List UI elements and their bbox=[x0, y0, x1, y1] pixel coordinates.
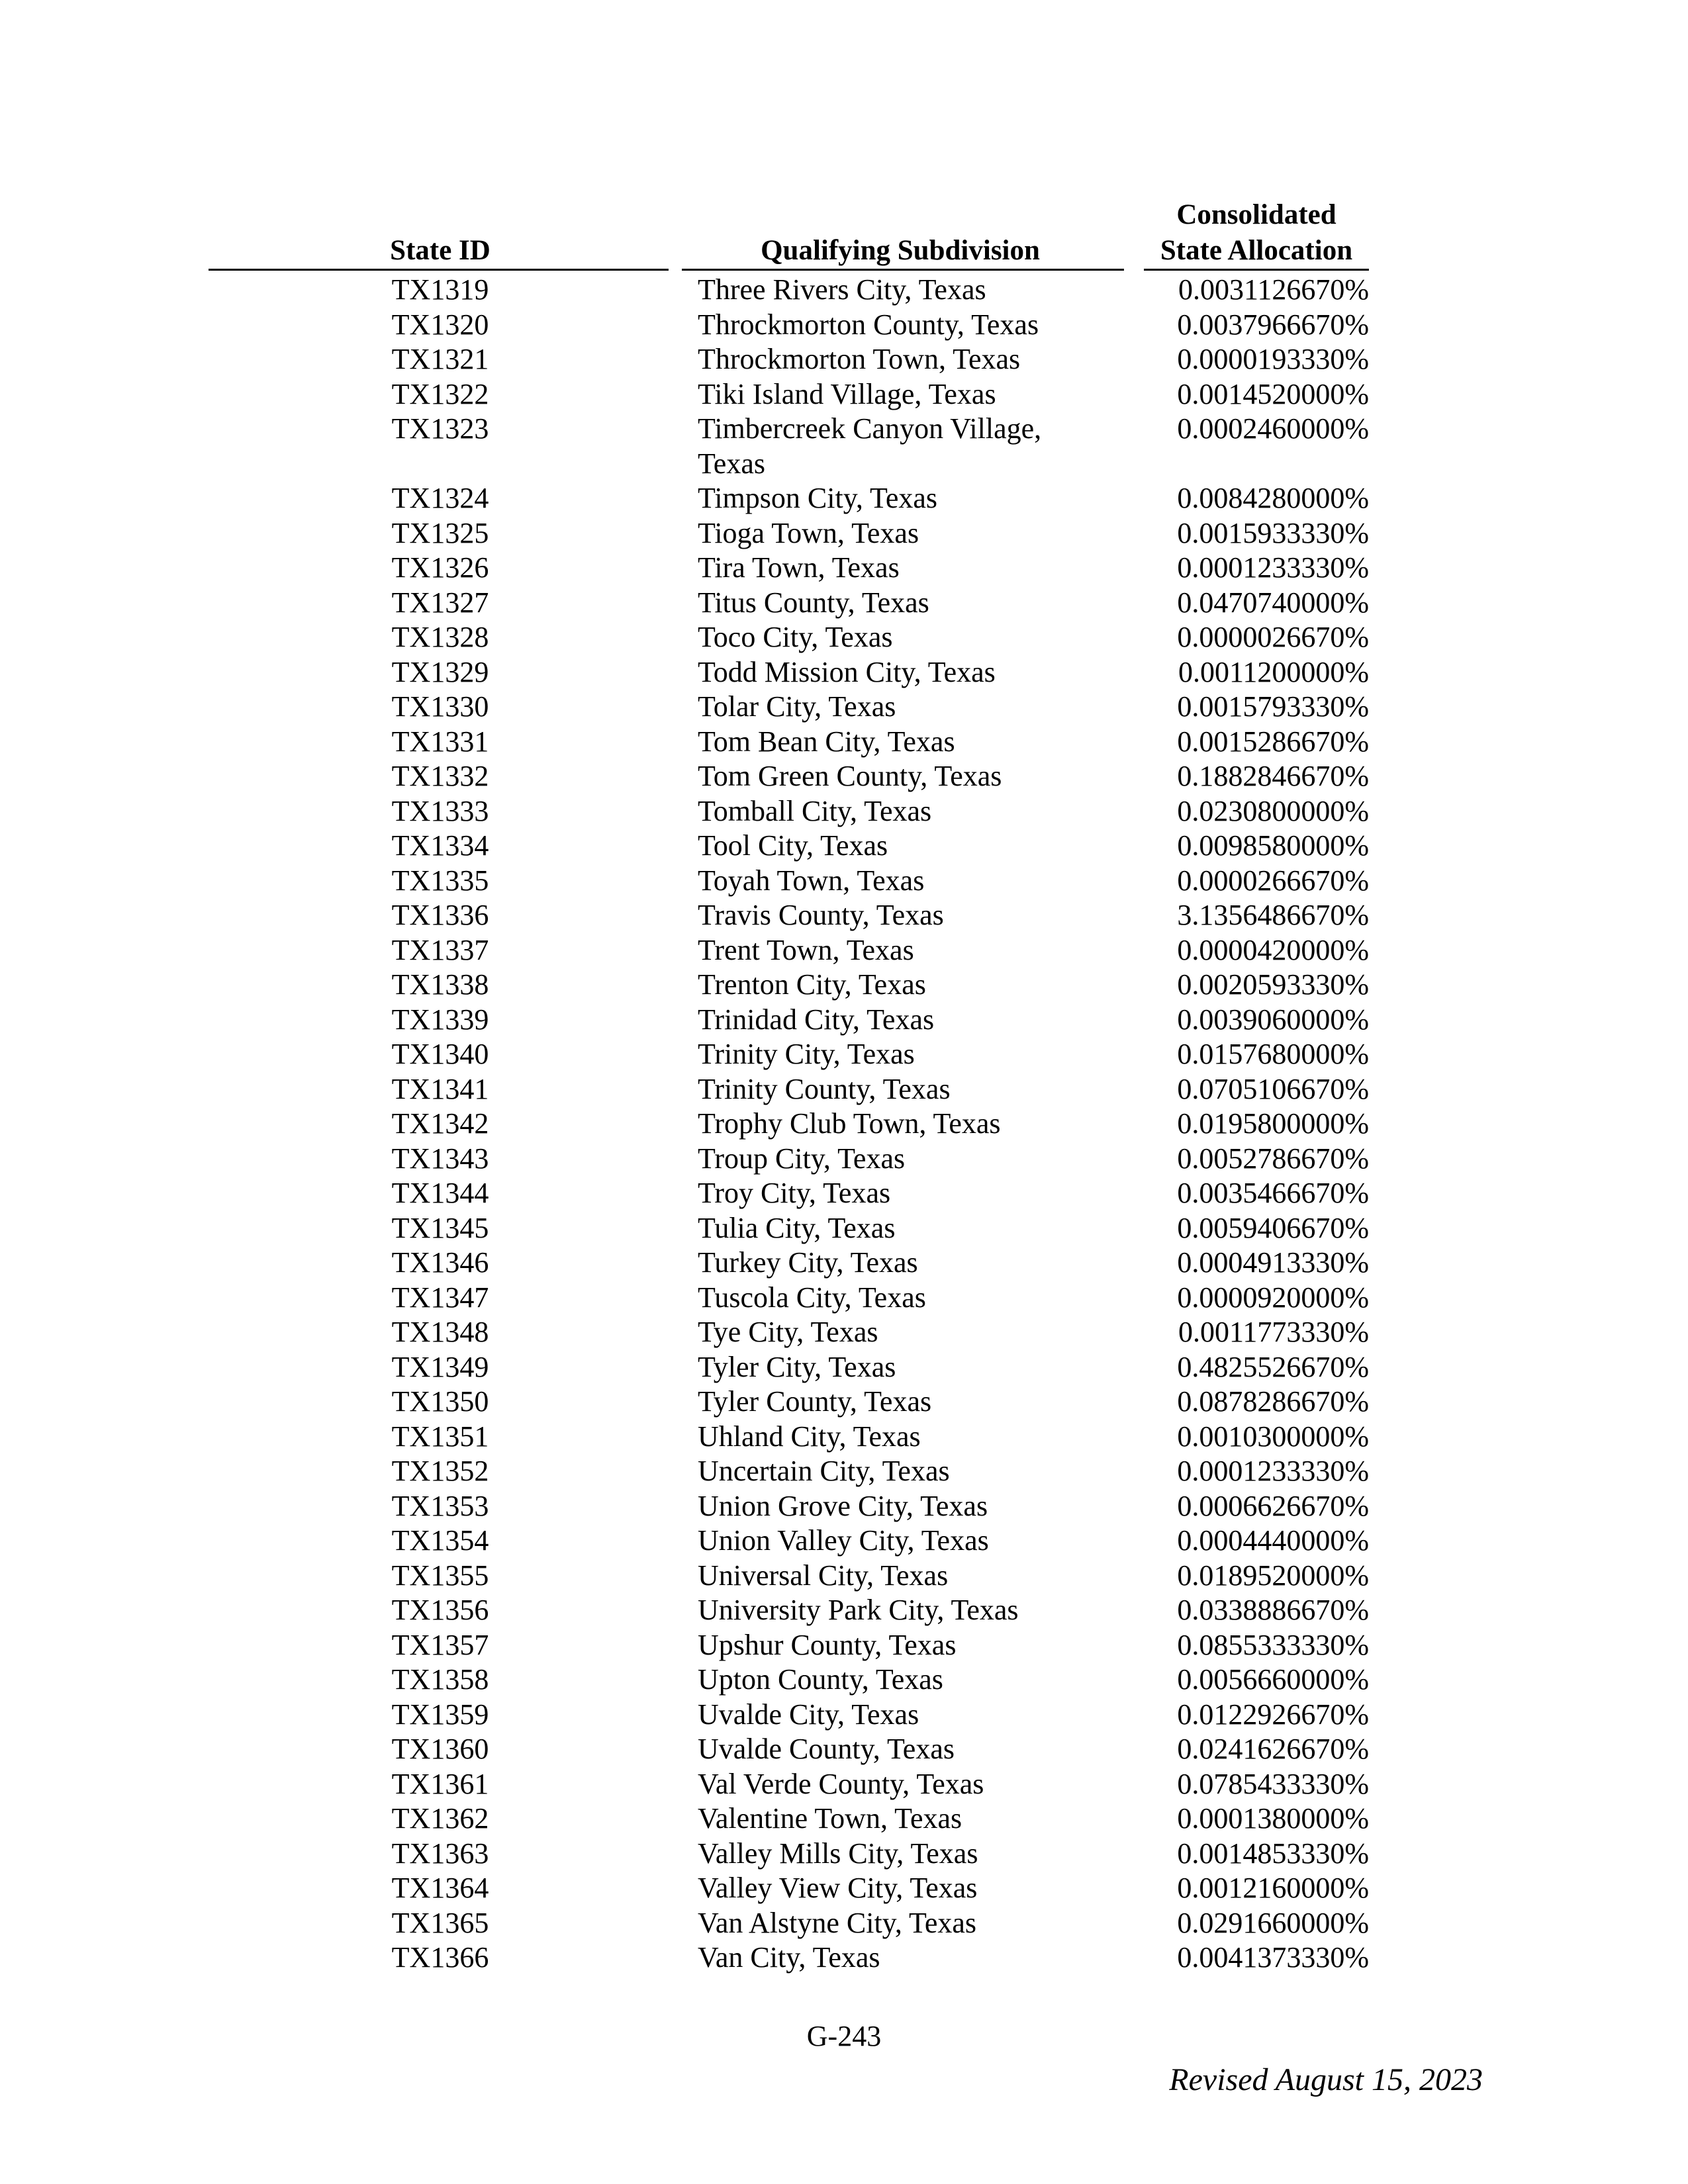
table-row bbox=[0, 1628, 1688, 1663]
allocation-cell: 0.0010300000% bbox=[1177, 1420, 1369, 1453]
subdivision-cell: Trophy Club Town, Texas bbox=[698, 1107, 1001, 1140]
allocation-cell: 0.0059406670% bbox=[1177, 1211, 1369, 1244]
subdivision-cell: Valley View City, Texas bbox=[698, 1872, 978, 1904]
subdivision-cell: Uvalde County, Texas bbox=[698, 1733, 955, 1765]
allocation-cell: 0.0031126670% bbox=[1178, 273, 1369, 306]
state-id-cell: TX1324 bbox=[391, 482, 489, 514]
subdivision-cell: Universal City, Texas bbox=[698, 1559, 949, 1592]
subdivision-cell: Throckmorton County, Texas bbox=[698, 308, 1039, 341]
table-row bbox=[0, 690, 1688, 725]
allocation-cell: 0.0241626670% bbox=[1177, 1733, 1369, 1765]
state-id-cell: TX1346 bbox=[391, 1246, 489, 1279]
allocation-cell: 0.4825526670% bbox=[1177, 1350, 1369, 1383]
state-id-cell: TX1353 bbox=[391, 1489, 489, 1522]
allocation-cell: 0.0000920000% bbox=[1177, 1281, 1369, 1314]
allocation-cell: 0.0000266670% bbox=[1177, 864, 1369, 897]
state-id-cell: TX1343 bbox=[391, 1142, 489, 1175]
state-id-cell: TX1340 bbox=[391, 1038, 489, 1070]
table-row bbox=[0, 377, 1688, 412]
state-id-header: State ID bbox=[390, 235, 491, 266]
state-id-cell: TX1339 bbox=[391, 1003, 489, 1036]
state-id-cell: TX1320 bbox=[391, 308, 489, 341]
table-row bbox=[0, 1246, 1688, 1281]
table-row bbox=[0, 1037, 1688, 1072]
allocation-cell: 0.0006626670% bbox=[1177, 1489, 1369, 1522]
allocation-cell: 0.0056660000% bbox=[1177, 1663, 1369, 1696]
state-id-cell: TX1358 bbox=[391, 1663, 489, 1696]
state-id-cell: TX1352 bbox=[391, 1455, 489, 1487]
subdivision-cell: Tuscola City, Texas bbox=[698, 1281, 926, 1314]
table-row bbox=[0, 1176, 1688, 1211]
state-id-cell: TX1348 bbox=[391, 1316, 489, 1348]
state-id-cell: TX1323 bbox=[391, 412, 489, 445]
state-id-cell: TX1337 bbox=[391, 933, 489, 966]
allocation-cell: 0.0037966670% bbox=[1177, 308, 1369, 341]
subdivision-cell: Timbercreek Canyon Village, Texas bbox=[698, 412, 1042, 480]
state-id-cell: TX1347 bbox=[391, 1281, 489, 1314]
allocation-cell: 0.0000026670% bbox=[1177, 621, 1369, 653]
table-row bbox=[0, 794, 1688, 829]
state-id-cell: TX1331 bbox=[391, 725, 489, 758]
subdivision-cell: Toyah Town, Texas bbox=[698, 864, 925, 897]
table-row bbox=[0, 655, 1688, 690]
state-id-cell: TX1364 bbox=[391, 1872, 489, 1904]
state-id-cell: TX1351 bbox=[391, 1420, 489, 1453]
subdivision-cell: Upton County, Texas bbox=[698, 1663, 943, 1696]
state-id-cell: TX1332 bbox=[391, 760, 489, 792]
table-row bbox=[0, 1940, 1688, 1976]
state-id-cell: TX1344 bbox=[391, 1177, 489, 1209]
subdivision-cell: Travis County, Texas bbox=[698, 899, 944, 931]
state-id-cell: TX1325 bbox=[391, 516, 489, 549]
subdivision-cell: Union Grove City, Texas bbox=[698, 1489, 988, 1522]
state-id-cell: TX1359 bbox=[391, 1698, 489, 1731]
allocation-cell: 0.0001380000% bbox=[1177, 1802, 1369, 1835]
state-id-cell: TX1361 bbox=[391, 1767, 489, 1800]
allocation-cell: 0.0001233330% bbox=[1177, 551, 1369, 584]
allocation-cell: 0.0014520000% bbox=[1177, 377, 1369, 410]
subdivision-cell: Tyler City, Texas bbox=[698, 1350, 896, 1383]
allocation-cell: 0.0004440000% bbox=[1177, 1524, 1369, 1557]
allocation-cell: 0.0098580000% bbox=[1177, 829, 1369, 862]
allocation-cell: 0.0122926670% bbox=[1177, 1698, 1369, 1731]
revised-date: Revised August 15, 2023 bbox=[1169, 2062, 1483, 2097]
allocation-cell: 3.1356486670% bbox=[1177, 899, 1369, 931]
table-row bbox=[0, 1871, 1688, 1906]
table-row bbox=[0, 273, 1688, 308]
allocation-cell: 0.0189520000% bbox=[1177, 1559, 1369, 1592]
subdivision-cell: Tulia City, Texas bbox=[698, 1211, 896, 1244]
state-id-cell: TX1335 bbox=[391, 864, 489, 897]
subdivision-cell: University Park City, Texas bbox=[698, 1594, 1019, 1626]
subdivision-cell: Tolar City, Texas bbox=[698, 690, 896, 723]
table-row bbox=[0, 1698, 1688, 1733]
allocation-cell: 0.0015793330% bbox=[1177, 690, 1369, 723]
subdivision-cell: Uvalde City, Texas bbox=[698, 1698, 919, 1731]
allocation-cell: 0.0020593330% bbox=[1177, 968, 1369, 1001]
subdivision-cell: Tira Town, Texas bbox=[698, 551, 900, 584]
state-id-cell: TX1345 bbox=[391, 1211, 489, 1244]
table-row bbox=[0, 481, 1688, 516]
allocation-cell: 0.0035466670% bbox=[1177, 1177, 1369, 1209]
allocation-cell: 0.0001233330% bbox=[1177, 1455, 1369, 1487]
allocation-cell: 0.0878286670% bbox=[1177, 1385, 1369, 1418]
allocation-cell: 0.0470740000% bbox=[1177, 586, 1369, 619]
subdivision-cell: Three Rivers City, Texas bbox=[698, 273, 986, 306]
subdivision-header-rule bbox=[682, 269, 1124, 271]
allocation-cell: 0.0157680000% bbox=[1177, 1038, 1369, 1070]
subdivision-cell: Troup City, Texas bbox=[698, 1142, 906, 1175]
allocation-cell: 0.0011773330% bbox=[1178, 1316, 1369, 1348]
state-id-cell: TX1363 bbox=[391, 1837, 489, 1870]
subdivision-cell: Tom Bean City, Texas bbox=[698, 725, 955, 758]
allocation-cell: 0.0785433330% bbox=[1177, 1767, 1369, 1800]
table-row bbox=[0, 1003, 1688, 1038]
subdivision-cell: Uhland City, Texas bbox=[698, 1420, 921, 1453]
allocation-cell: 0.0012160000% bbox=[1177, 1872, 1369, 1904]
state-id-cell: TX1326 bbox=[391, 551, 489, 584]
table-row bbox=[0, 516, 1688, 551]
state-id-cell: TX1356 bbox=[391, 1594, 489, 1626]
subdivision-cell: Trent Town, Texas bbox=[698, 933, 914, 966]
subdivision-cell: Turkey City, Texas bbox=[698, 1246, 918, 1279]
allocation-cell: 0.0041373330% bbox=[1177, 1941, 1369, 1974]
subdivision-cell: Tom Green County, Texas bbox=[698, 760, 1002, 792]
state-id-cell: TX1319 bbox=[391, 273, 489, 306]
table-row bbox=[0, 1489, 1688, 1524]
state-id-cell: TX1336 bbox=[391, 899, 489, 931]
subdivision-cell: Tool City, Texas bbox=[698, 829, 888, 862]
table-row bbox=[0, 1732, 1688, 1767]
table-row bbox=[0, 898, 1688, 933]
table-row bbox=[0, 829, 1688, 864]
state-id-header-rule bbox=[209, 269, 669, 271]
allocation-cell: 0.1882846670% bbox=[1177, 760, 1369, 792]
allocation-cell: 0.0002460000% bbox=[1177, 412, 1369, 445]
allocation-cell: 0.0000420000% bbox=[1177, 933, 1369, 966]
table-row bbox=[0, 1281, 1688, 1316]
state-id-cell: TX1366 bbox=[391, 1941, 489, 1974]
table-row bbox=[0, 586, 1688, 621]
table-row bbox=[0, 1142, 1688, 1177]
state-id-cell: TX1355 bbox=[391, 1559, 489, 1592]
state-id-cell: TX1349 bbox=[391, 1350, 489, 1383]
state-id-cell: TX1350 bbox=[391, 1385, 489, 1418]
state-id-cell: TX1341 bbox=[391, 1072, 489, 1105]
subdivision-cell: Tye City, Texas bbox=[698, 1316, 878, 1348]
table-row bbox=[0, 1593, 1688, 1628]
page-number: G-243 bbox=[806, 2020, 882, 2052]
subdivision-cell: Tioga Town, Texas bbox=[698, 516, 919, 549]
state-id-cell: TX1360 bbox=[391, 1733, 489, 1765]
state-id-cell: TX1357 bbox=[391, 1628, 489, 1661]
subdivision-cell: Tyler County, Texas bbox=[698, 1385, 932, 1418]
allocation-cell: 0.0291660000% bbox=[1177, 1906, 1369, 1939]
table-row bbox=[0, 1662, 1688, 1698]
allocation-cell: 0.0338886670% bbox=[1177, 1594, 1369, 1626]
subdivision-cell: Valentine Town, Texas bbox=[698, 1802, 962, 1835]
table-row bbox=[0, 1385, 1688, 1420]
qualifying-subdivision-header: Qualifying Subdivision bbox=[761, 235, 1040, 266]
allocation-cell: 0.0084280000% bbox=[1177, 482, 1369, 514]
allocation-cell: 0.0015933330% bbox=[1177, 516, 1369, 549]
table-row bbox=[0, 864, 1688, 899]
allocation-header-rule bbox=[1144, 269, 1369, 271]
table-row bbox=[0, 1072, 1688, 1107]
allocation-cell: 0.0230800000% bbox=[1177, 794, 1369, 827]
state-id-cell: TX1328 bbox=[391, 621, 489, 653]
table-row bbox=[0, 1211, 1688, 1246]
state-id-cell: TX1330 bbox=[391, 690, 489, 723]
table-row bbox=[0, 412, 1688, 481]
table-row bbox=[0, 342, 1688, 377]
table-row bbox=[0, 1350, 1688, 1385]
subdivision-cell: Van City, Texas bbox=[698, 1941, 880, 1974]
allocation-cell: 0.0011200000% bbox=[1178, 655, 1369, 688]
subdivision-cell: Union Valley City, Texas bbox=[698, 1524, 989, 1557]
state-id-cell: TX1342 bbox=[391, 1107, 489, 1140]
table-row bbox=[0, 1837, 1688, 1872]
state-id-cell: TX1333 bbox=[391, 794, 489, 827]
table-row bbox=[0, 1524, 1688, 1559]
allocation-cell: 0.0195800000% bbox=[1177, 1107, 1369, 1140]
table-row bbox=[0, 1559, 1688, 1594]
table-row bbox=[0, 725, 1688, 760]
table-row bbox=[0, 620, 1688, 655]
state-id-cell: TX1334 bbox=[391, 829, 489, 862]
state-id-cell: TX1338 bbox=[391, 968, 489, 1001]
subdivision-cell: Van Alstyne City, Texas bbox=[698, 1906, 977, 1939]
subdivision-cell: Tiki Island Village, Texas bbox=[698, 377, 996, 410]
table-row bbox=[0, 551, 1688, 586]
table-row bbox=[0, 1801, 1688, 1837]
subdivision-cell: Uncertain City, Texas bbox=[698, 1455, 950, 1487]
table-row bbox=[0, 759, 1688, 794]
subdivision-cell: Trenton City, Texas bbox=[698, 968, 926, 1001]
allocation-cell: 0.0039060000% bbox=[1177, 1003, 1369, 1036]
allocation-cell: 0.0000193330% bbox=[1177, 343, 1369, 375]
subdivision-cell: Tomball City, Texas bbox=[698, 794, 932, 827]
state-id-cell: TX1362 bbox=[391, 1802, 489, 1835]
allocation-cell: 0.0014853330% bbox=[1177, 1837, 1369, 1870]
subdivision-cell: Valley Mills City, Texas bbox=[698, 1837, 978, 1870]
subdivision-cell: Throckmorton Town, Texas bbox=[698, 343, 1021, 375]
subdivision-cell: Upshur County, Texas bbox=[698, 1628, 957, 1661]
consolidated-state-allocation-header: Consolidated State Allocation bbox=[1160, 199, 1353, 266]
state-id-cell: TX1321 bbox=[391, 343, 489, 375]
state-id-cell: TX1327 bbox=[391, 586, 489, 619]
subdivision-cell: Trinidad City, Texas bbox=[698, 1003, 935, 1036]
subdivision-cell: Trinity County, Texas bbox=[698, 1072, 951, 1105]
subdivision-cell: Todd Mission City, Texas bbox=[698, 655, 996, 688]
allocation-cell: 0.0015286670% bbox=[1177, 725, 1369, 758]
subdivision-cell: Troy City, Texas bbox=[698, 1177, 891, 1209]
table-row bbox=[0, 1420, 1688, 1455]
allocation-cell: 0.0705106670% bbox=[1177, 1072, 1369, 1105]
state-id-cell: TX1322 bbox=[391, 377, 489, 410]
allocation-table-body bbox=[0, 273, 1688, 1976]
subdivision-cell: Titus County, Texas bbox=[698, 586, 929, 619]
subdivision-cell: Toco City, Texas bbox=[698, 621, 893, 653]
table-row bbox=[0, 933, 1688, 968]
table-row bbox=[0, 968, 1688, 1003]
table-row bbox=[0, 1767, 1688, 1802]
table-row bbox=[0, 1906, 1688, 1941]
allocation-cell: 0.0052786670% bbox=[1177, 1142, 1369, 1175]
allocation-cell: 0.0855333330% bbox=[1177, 1628, 1369, 1661]
subdivision-cell: Trinity City, Texas bbox=[698, 1038, 915, 1070]
subdivision-cell: Timpson City, Texas bbox=[698, 482, 938, 514]
table-row bbox=[0, 1315, 1688, 1350]
table-row bbox=[0, 308, 1688, 343]
table-row bbox=[0, 1454, 1688, 1489]
state-id-cell: TX1329 bbox=[391, 655, 489, 688]
allocation-cell: 0.0004913330% bbox=[1177, 1246, 1369, 1279]
state-id-cell: TX1354 bbox=[391, 1524, 489, 1557]
table-row bbox=[0, 1107, 1688, 1142]
state-id-cell: TX1365 bbox=[391, 1906, 489, 1939]
subdivision-cell: Val Verde County, Texas bbox=[698, 1767, 984, 1800]
